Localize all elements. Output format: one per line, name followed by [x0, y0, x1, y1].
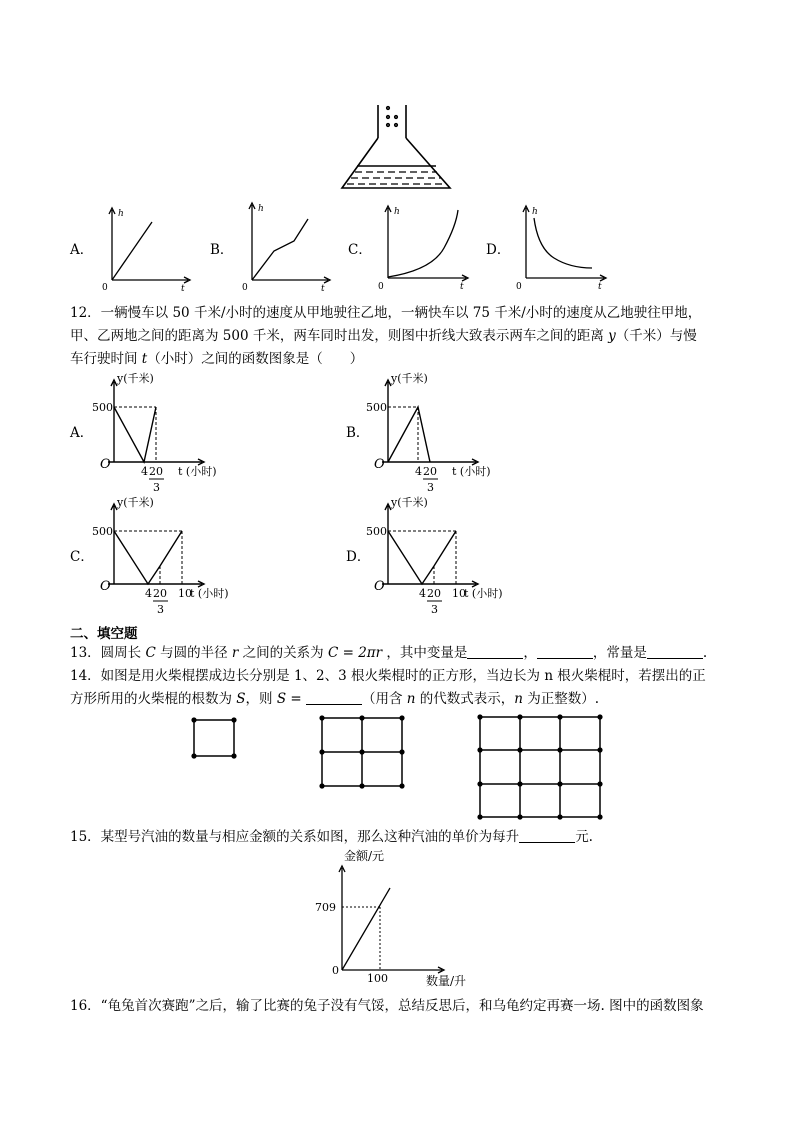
x-tick-4: 4 [141, 465, 148, 478]
q11-graph-a [98, 200, 198, 292]
x-axis-label: t (小时) [190, 587, 229, 600]
q11-option-b-letter: B． [210, 242, 234, 258]
x-tick-4: 4 [145, 587, 152, 600]
q13-blank-2[interactable] [537, 644, 593, 659]
y-axis-label: y(千米) [117, 372, 154, 385]
q11-graph-c [374, 198, 474, 292]
axis-t-label: t [598, 282, 602, 292]
q16-line: 16．“龟兔首次赛跑”之后，输了比赛的兔子没有气馁，总结反思后，和乌龟约定再赛一场. 图中的函数图象 [70, 998, 704, 1014]
origin-label: O [374, 579, 385, 594]
frac-numerator: 20 [149, 465, 163, 478]
frac-denominator: 3 [157, 603, 164, 616]
axis-h-label: h [118, 209, 124, 219]
q15-origin: 0 [332, 964, 339, 977]
q12-graph-b [366, 370, 566, 495]
q12-line1: 12．一辆慢车以 50 千米/小时的速度从甲地驶往乙地，一辆快车以 75 千米/小时的速度从乙地驶往甲地， [70, 305, 702, 321]
q11-option-c-letter: C． [348, 242, 372, 258]
q12-graph-d [366, 494, 566, 614]
origin-label: 0 [378, 282, 384, 292]
frac-numerator: 20 [153, 587, 167, 600]
frac-denominator: 3 [427, 481, 434, 494]
y-tick-500: 500 [92, 401, 113, 414]
frac-denominator: 3 [153, 481, 160, 494]
q12-line2: 甲、乙两地之间的距离为 500 千米，两车同时出发，则图中折线大致表示两车之间的距离 y（千米）与慢 [70, 328, 697, 344]
q13-blank-1[interactable] [467, 644, 523, 659]
axis-t-label: t [321, 284, 325, 294]
origin-label: 0 [102, 283, 108, 293]
distance-polyline [388, 407, 430, 462]
q11-option-a-letter: A． [70, 242, 94, 258]
q12-graph-c [92, 494, 292, 614]
x-tick-4: 4 [415, 465, 422, 478]
origin-label: 0 [516, 282, 522, 292]
x-tick-10: 10 [178, 587, 192, 600]
q15-y-label: 金额/元 [344, 849, 385, 863]
q12-option-a-letter: A． [70, 425, 94, 441]
axis-t-label: t [181, 284, 185, 294]
matchstick-square-1 [186, 712, 246, 762]
origin-label: O [100, 457, 111, 472]
q15-x-label: 数量/升 [426, 974, 467, 988]
q12-option-c-letter: C． [70, 549, 94, 565]
q15-blank[interactable] [519, 828, 575, 843]
axis-h-label: h [394, 207, 400, 217]
distance-polyline [388, 531, 456, 584]
q13-blank-3[interactable] [647, 644, 703, 659]
frac-denominator: 3 [431, 603, 438, 616]
x-tick-4: 4 [419, 587, 426, 600]
q12-option-b-letter: B． [346, 425, 370, 441]
origin-label: 0 [242, 283, 248, 293]
matchstick-square-2 [314, 712, 414, 794]
origin-label: O [100, 579, 111, 594]
origin-label: O [374, 457, 385, 472]
y-tick-500: 500 [366, 401, 387, 414]
section-heading: 二、填空题 [70, 626, 138, 642]
q12-line3: 车行驶时间 t（小时）之间的函数图象是（ ） [70, 351, 364, 367]
matchstick-square-3 [472, 712, 612, 822]
distance-polyline [114, 407, 156, 462]
y-tick-500: 500 [92, 525, 113, 538]
q15-y-tick: 709 [315, 901, 336, 914]
q15-graph [315, 846, 467, 988]
x-axis-label: t (小时) [178, 465, 217, 478]
y-axis-label: y(千米) [391, 372, 428, 385]
q11-graph-d [512, 198, 612, 292]
y-tick-500: 500 [366, 525, 387, 538]
q14-line1: 14．如图是用火柴棍摆成边长分别是 1、2、3 根火柴棍时的正方形，当边长为 n 根火柴棍时，若摆出的正 [70, 668, 706, 684]
q13-line: 13．圆周长 C 与圆的半径 r 之间的关系为 C = 2πr ，其中变量是 ， ，常量是 . [70, 645, 708, 661]
frac-numerator: 20 [423, 465, 437, 478]
q14-blank[interactable] [306, 690, 362, 705]
q11-graph-b [238, 195, 338, 292]
distance-polyline [114, 531, 182, 584]
axis-t-label: t [460, 282, 464, 292]
x-tick-10: 10 [452, 587, 466, 600]
q11-option-d-letter: D． [486, 242, 511, 258]
q12-option-d-letter: D． [346, 549, 371, 565]
q15-x-tick: 100 [367, 972, 388, 985]
x-axis-label: t (小时) [452, 465, 491, 478]
q12-graph-a [92, 370, 292, 495]
q14-line2: 方形所用的火柴棍的根数为 S，则 S = （用含 n 的代数式表示，n 为正整数）. [70, 691, 600, 707]
y-axis-label: y(千米) [391, 496, 428, 509]
flask-figure [330, 100, 470, 195]
frac-numerator: 20 [427, 587, 441, 600]
axis-h-label: h [258, 204, 264, 214]
y-axis-label: y(千米) [117, 496, 154, 509]
x-axis-label: t (小时) [464, 587, 503, 600]
axis-h-label: h [532, 207, 538, 217]
q15-line: 15．某型号汽油的数量与相应金额的关系如图，那么这种汽油的单价为每升 元. [70, 829, 593, 845]
